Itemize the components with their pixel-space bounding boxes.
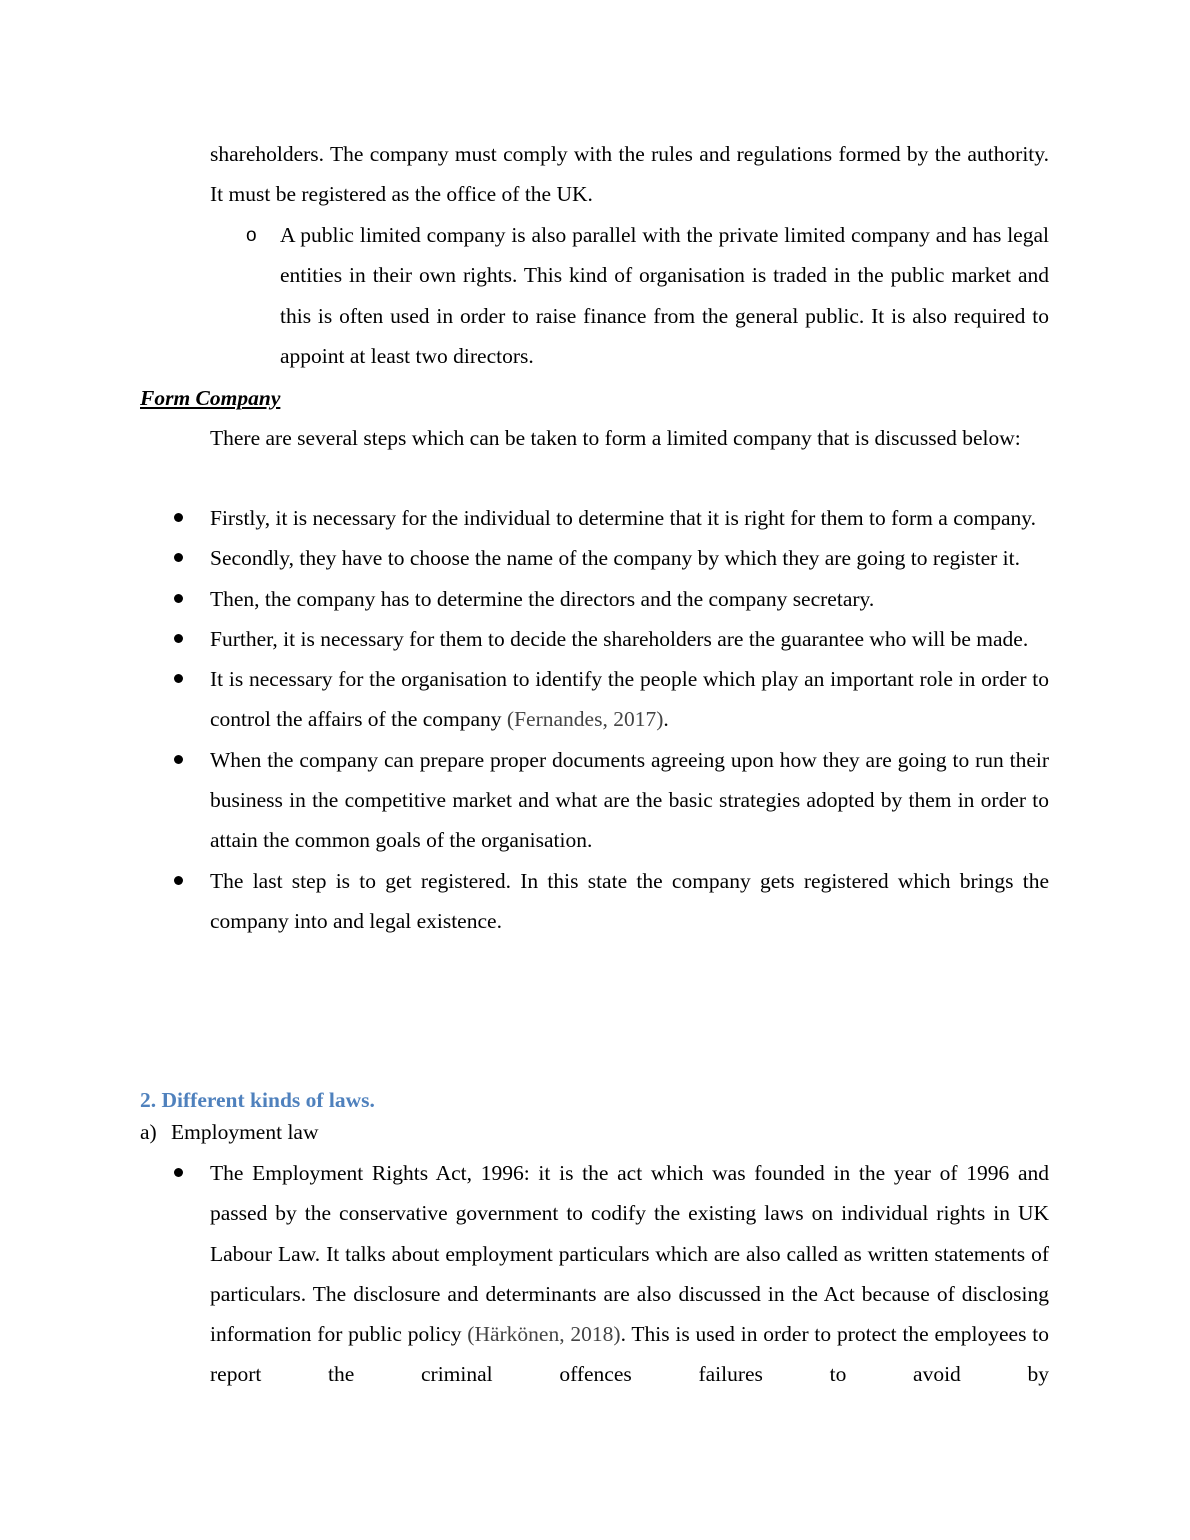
step-text: Further, it is necessary for them to decide the shareholders are the guarantee who will be made. [210,626,1029,651]
list-item [210,579,1049,619]
bullet-text-tail: . This is used in order to protect the employees to report the criminal offences failures to avoid by [210,1322,1049,1387]
list-item [210,619,1049,659]
form-company-steps-list [210,498,1049,941]
bullet-icon [174,553,183,562]
form-company-intro: There are several steps which can be taken to form a limited company that is discussed below: [210,426,1021,450]
section-heading: 2. Different kinds of laws. [140,1088,375,1112]
bullet-icon [174,634,183,643]
sub-bullet-marker-icon: o [246,225,257,246]
list-item [210,498,1049,538]
step-text-tail: . [663,707,669,732]
bullet-text: The Employment Rights Act, 1996: it is the act which was founded in the year of 1996 and passed by the conservative government to codify the existing laws on individual rights in UK Labour Law. It talks about employment particulars which are also called as written statements of particulars. The disclosure and determinants are also discussed in the Act because of disclosing information for public policy [210,1161,1049,1347]
bullet-icon [174,594,183,603]
employment-law-list [210,1153,1049,1395]
bullet-icon [174,674,183,683]
bullet-icon [174,876,183,885]
bullet-icon [174,1168,183,1177]
step-text: Firstly, it is necessary for the individual to determine that it is right for them to form a company. [210,506,1036,530]
sub-heading-letter: a) [140,1120,157,1144]
bullet-icon [174,513,183,522]
list-item [210,1153,1049,1395]
citation: (Fernandes, 2017) [506,707,664,732]
step-text: It is necessary for the organisation to identify the people which play an important role in order to control the affairs of the company [210,667,1049,732]
list-item [210,740,1049,861]
bullet-icon [174,755,183,764]
public-limited-company-paragraph: A public limited company is also parallel with the private limited company and has legal entities in their own rights. This kind of organisation is traded in the public market and this is often used in order to raise finance from the general public. It is also required to appoint at least two directors. [280,223,1049,368]
form-company-heading: Form Company [140,386,281,410]
step-text: When the company can prepare proper documents agreeing upon how they are going to run their business in the competitive market and what are the basic strategies adopted by them in order to attain the common goals of the organisation. [210,747,1049,853]
sub-heading-text: Employment law [171,1120,319,1144]
step-text: Then, the company has to determine the directors and the company secretary. [210,586,875,611]
list-item [210,659,1049,740]
list-item [210,538,1049,578]
employment-law-subheading [140,1115,319,1149]
list-item [210,861,1049,942]
step-text: The last step is to get registered. In this state the company gets registered which brings the company into and legal existence. [210,868,1049,933]
continuation-paragraph: shareholders. The company must comply with the rules and regulations formed by the authority. It must be registered as the office of the UK. [210,142,1049,207]
step-text: Secondly, they have to choose the name of the company by which they are going to register it. [210,546,1020,571]
citation: (Härkönen, 2018) [467,1322,621,1347]
